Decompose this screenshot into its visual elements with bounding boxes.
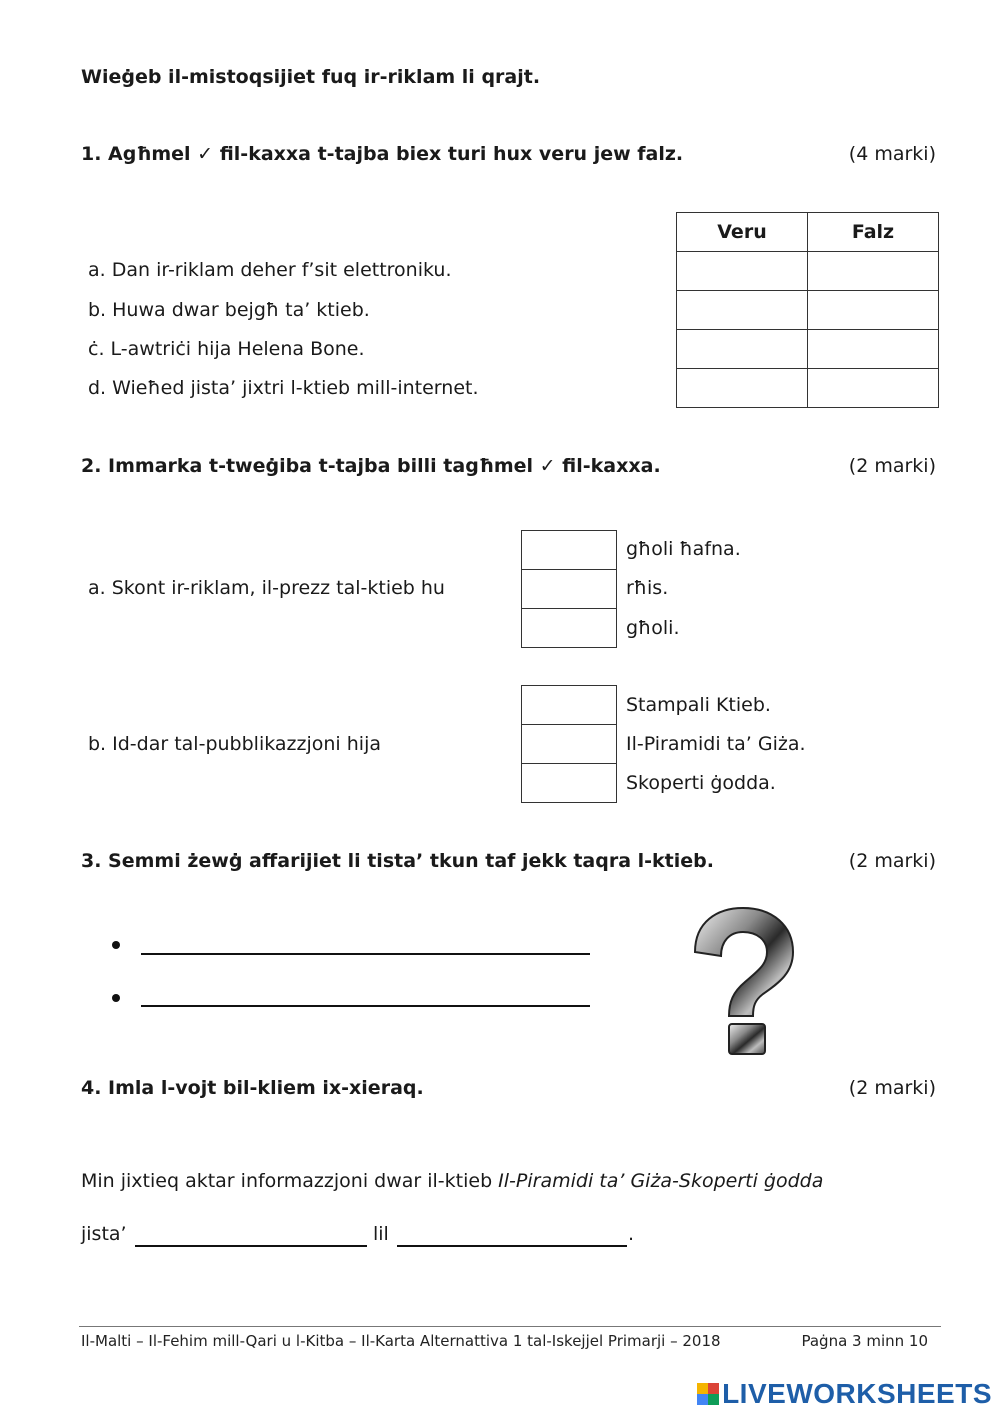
q2-title: 2. Immarka t-tweġiba t-tajba billi tagħmel ✓ fil-kaxxa.	[81, 455, 661, 477]
question-mark-icon	[685, 904, 800, 1056]
page-number: Paġna 3 minn 10	[801, 1332, 928, 1350]
q4-end-period: .	[628, 1223, 635, 1245]
q4-word-1: jista’	[81, 1223, 127, 1245]
footer-divider	[79, 1326, 941, 1327]
q2b-stem: b. Id-dar tal-pubblikazzjoni hija	[88, 733, 381, 755]
instructions: Wieġeb il-mistoqsijiet fuq ir-riklam li qrajt.	[81, 66, 541, 88]
q2a-option-box-1[interactable]	[521, 530, 617, 570]
q2b-option-1: Stampali Ktieb.	[626, 694, 771, 716]
q4-word-2: lil	[373, 1223, 389, 1245]
q2b-option-box-3[interactable]	[521, 763, 617, 803]
bullet-icon	[112, 994, 120, 1002]
q1-item-b: b. Huwa dwar bejgħ ta’ ktieb.	[88, 299, 370, 321]
q4-blank-input-2[interactable]	[399, 1220, 629, 1246]
q2b-option-box-2[interactable]	[521, 724, 617, 764]
falz-box-b[interactable]	[808, 291, 939, 330]
liveworksheets-logo-icon	[697, 1383, 719, 1405]
q1-title: 1. Agħmel ✓ fil-kaxxa t-tajba biex turi hux veru jew falz.	[81, 143, 684, 165]
q4-book-title: Il-Piramidi ta’ Giża-Skoperti ġodda	[498, 1170, 824, 1192]
q2b-option-3: Skoperti ġodda.	[626, 772, 776, 794]
q4-marks: (2 marki)	[848, 1077, 936, 1099]
footer-text: Il-Malti – Il-Fehim mill-Qari u l-Kitba – Il-Karta Alternattiva 1 tal-Iskejjel Primarji – 2018	[81, 1332, 721, 1350]
falz-box-a[interactable]	[808, 252, 939, 291]
falz-box-c[interactable]	[808, 330, 939, 369]
liveworksheets-logo	[697, 1378, 992, 1410]
q3-marks: (2 marki)	[848, 850, 936, 872]
answer-input-2[interactable]	[143, 980, 592, 1006]
q2a-option-1: għoli ħafna.	[626, 538, 741, 560]
q4-blank-input-1[interactable]	[137, 1220, 369, 1246]
bullet-icon	[112, 941, 120, 949]
q1-marks: (4 marki)	[848, 143, 936, 165]
q2a-stem: a. Skont ir-riklam, il-prezz tal-ktieb hu	[88, 577, 445, 599]
q4-sentence	[81, 1170, 823, 1192]
veru-box-b[interactable]	[677, 291, 808, 330]
liveworksheets-logo-text: LIVEWORKSHEETS	[722, 1378, 992, 1409]
q4-title: 4. Imla l-vojt bil-kliem ix-xieraq.	[81, 1077, 424, 1099]
answer-input-1[interactable]	[143, 928, 592, 954]
q2b-option-2: Il-Piramidi ta’ Giża.	[626, 733, 806, 755]
q2-marks: (2 marki)	[848, 455, 936, 477]
q1-item-d: d. Wieħed jista’ jixtri l-ktieb mill-internet.	[88, 377, 479, 399]
q2a-option-box-2[interactable]	[521, 569, 617, 609]
veru-box-a[interactable]	[677, 252, 808, 291]
column-header-veru: Veru	[677, 213, 808, 252]
q1-item-a: a. Dan ir-riklam deher f’sit elettroniku.	[88, 259, 452, 281]
q2a-option-box-3[interactable]	[521, 608, 617, 648]
q3-title: 3. Semmi żewġ affarijiet li tista’ tkun taf jekk taqra l-ktieb.	[81, 850, 714, 872]
veru-box-d[interactable]	[677, 369, 808, 408]
q1-item-c: ċ. L-awtriċi hija Helena Bone.	[88, 338, 365, 360]
q2b-option-box-1[interactable]	[521, 685, 617, 725]
true-false-table	[676, 212, 939, 408]
falz-box-d[interactable]	[808, 369, 939, 408]
q2a-option-2: rħis.	[626, 577, 669, 599]
veru-box-c[interactable]	[677, 330, 808, 369]
q4-sentence-start: Min jixtieq aktar informazzjoni dwar il-ktieb	[81, 1170, 499, 1192]
q2a-option-3: għoli.	[626, 617, 680, 639]
column-header-falz: Falz	[808, 213, 939, 252]
